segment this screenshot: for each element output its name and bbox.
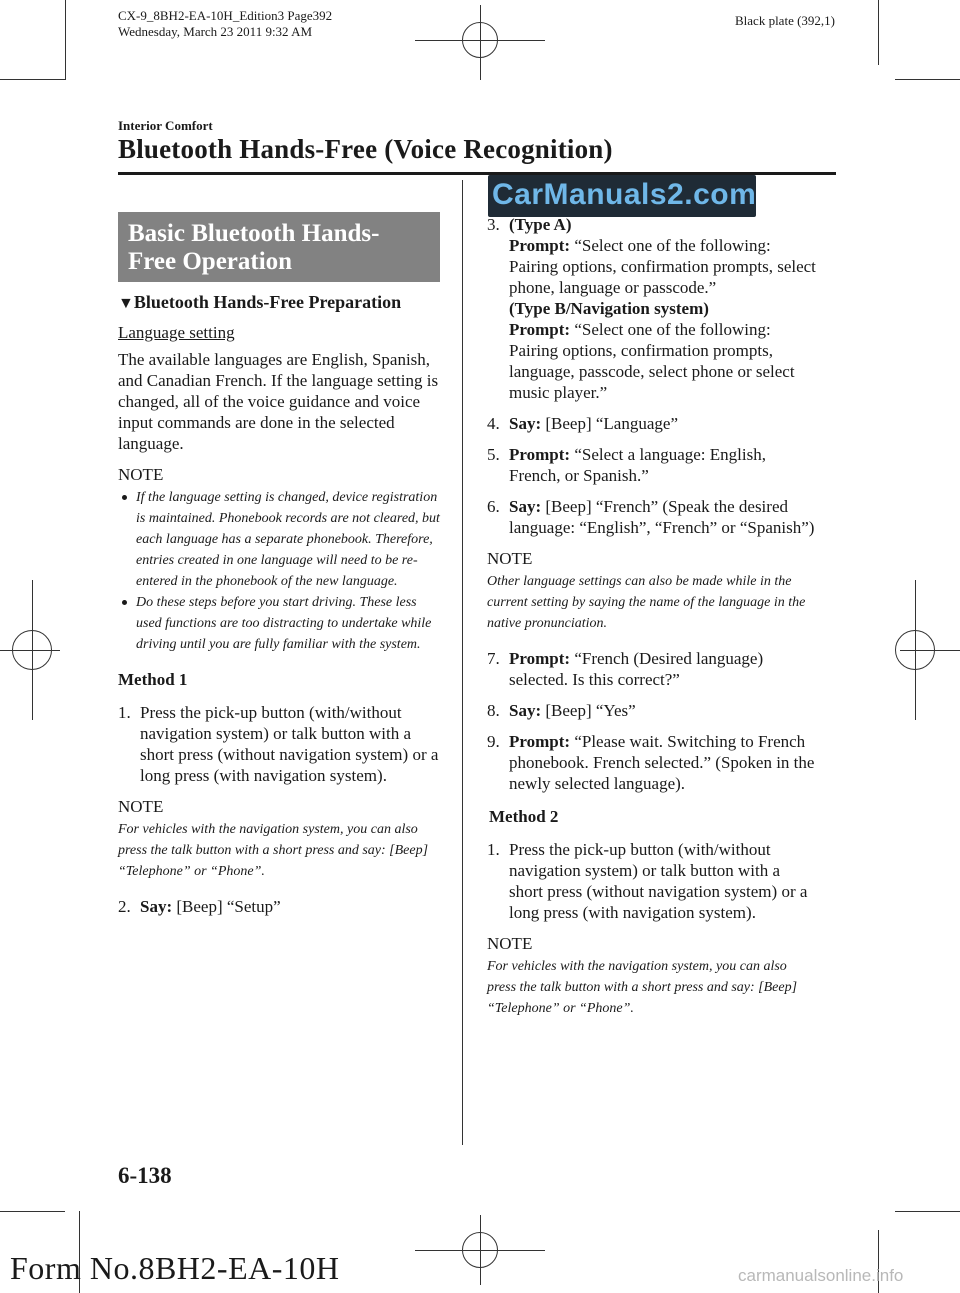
say-label: Say: bbox=[509, 414, 542, 433]
file-name: CX-9_8BH2-EA-10H_Edition3 Page392 bbox=[118, 8, 333, 23]
page-title: Bluetooth Hands-Free (Voice Recognition) bbox=[118, 134, 613, 164]
step-1 bbox=[118, 702, 440, 786]
step-number: 1. bbox=[118, 703, 131, 722]
note-list bbox=[118, 487, 440, 655]
method-2-step-1: 1. Press the pick-up button (with/without navigation system) or talk button with a short press (without navigation system) or a long press (with navigation system). bbox=[487, 840, 808, 922]
say-label: Say: bbox=[509, 701, 542, 720]
step-8: 8. Say: [Beep] “Yes” bbox=[487, 701, 636, 720]
step-2 bbox=[118, 896, 440, 917]
prompt-label: Prompt: bbox=[509, 445, 571, 464]
say-label: Say: bbox=[509, 497, 542, 516]
step-number: 1. bbox=[487, 840, 500, 859]
subhead-text: Bluetooth Hands-Free Preparation bbox=[133, 292, 402, 312]
prompt-label: Prompt: bbox=[509, 649, 571, 668]
step-number: 2. bbox=[118, 897, 131, 916]
step-number: 6. bbox=[487, 497, 500, 516]
intro-paragraph: The available languages are English, Spanish, and Canadian French. If the language setting is changed, all of the voice guidance and voice input commands are done in the selected language. bbox=[118, 350, 439, 453]
language-heading: Language setting bbox=[118, 323, 235, 342]
crosshair-circle-right bbox=[895, 630, 935, 670]
file-date: Wednesday, March 23 2011 9:32 AM bbox=[118, 24, 313, 39]
step-5: 5. Prompt: “Select a language: English, French, or Spanish.” bbox=[487, 445, 766, 485]
crosshair-circle-top bbox=[462, 22, 498, 58]
watermark-box bbox=[488, 175, 756, 217]
section-label: Interior Comfort bbox=[118, 118, 213, 133]
type-b-label: (Type B/Navigation system) bbox=[509, 299, 709, 318]
step-number: 7. bbox=[487, 649, 500, 668]
note-label: NOTE bbox=[487, 549, 533, 568]
step-4: 4. Say: [Beep] “Language” bbox=[487, 414, 678, 433]
column-divider bbox=[462, 180, 463, 1145]
site-watermark: carmanualsonline.info bbox=[738, 1266, 904, 1285]
bullet-icon bbox=[122, 600, 127, 605]
left-column bbox=[118, 292, 440, 927]
prompt-label: Prompt: bbox=[509, 320, 571, 339]
crosshair-circle-left bbox=[12, 630, 52, 670]
banner-line2: Free Operation bbox=[128, 248, 293, 275]
note-item: Do these steps before you start driving. These less used functions are too distracting to undertake while driving until you are fully familiar with the system. bbox=[118, 592, 440, 655]
step-text: Press the pick-up button (with/without navigation system) or talk button with a short press (without navigation system) or a long press (with navigation system). bbox=[140, 703, 439, 785]
note-text: Other language settings can also be made while in the current setting by saying the name of the language in the native pronunciation. bbox=[487, 574, 806, 631]
page-number: 6-138 bbox=[118, 1163, 172, 1188]
step-number: 5. bbox=[487, 445, 500, 464]
note-text: For vehicles with the navigation system, you can also press the talk button with a short press and say: [Beep] “Telephone” or “Phone”. bbox=[118, 822, 429, 879]
step-3 bbox=[487, 214, 817, 403]
watermark-text: CarManuals2.com bbox=[492, 178, 757, 211]
method-2-heading: Method 2 bbox=[489, 807, 559, 826]
step-number: 3. bbox=[487, 215, 500, 234]
prompt-a: Prompt: “Select one of the following: Pairing options, confirmation prompts, select phone, language or passcode.” bbox=[509, 236, 816, 297]
form-number: Form No.8BH2-EA-10H bbox=[10, 1250, 340, 1286]
triangle-marker-icon: ▼ bbox=[118, 295, 134, 312]
plate-label: Black plate (392,1) bbox=[735, 13, 835, 28]
step-6: 6. Say: [Beep] “French” (Speak the desired language: “English”, “French” or “Spanish”) bbox=[487, 497, 815, 537]
note-label: NOTE bbox=[118, 465, 164, 484]
step-number: 9. bbox=[487, 732, 500, 751]
prompt-b: Prompt: “Select one of the following: Pairing options, confirmation prompts, language, passcode, select phone or select music player.” bbox=[509, 320, 795, 402]
note-label: NOTE bbox=[487, 934, 533, 953]
right-column bbox=[487, 214, 817, 1033]
type-a-label: (Type A) bbox=[509, 215, 572, 234]
subhead bbox=[118, 292, 440, 314]
step-9: 9. Prompt: “Please wait. Switching to French phonebook. French selected.” (Spoken in the newly selected language). bbox=[487, 732, 815, 793]
step-number: 8. bbox=[487, 701, 500, 720]
file-info bbox=[118, 8, 332, 40]
bullet-icon bbox=[122, 495, 127, 500]
prompt-label: Prompt: bbox=[509, 236, 571, 255]
note-item: If the language setting is changed, device registration is maintained. Phonebook records are not cleared, but each language has a separate phonebook. Therefore, entries created in one language will need to be re-entered in the phonebook of the new language. bbox=[118, 487, 440, 592]
banner-line1: Basic Bluetooth Hands- bbox=[128, 220, 380, 247]
section-banner bbox=[118, 212, 440, 282]
step-number: 4. bbox=[487, 414, 500, 433]
step-7: 7. Prompt: “French (Desired language) selected. Is this correct?” bbox=[487, 649, 764, 689]
note-text: For vehicles with the navigation system, you can also press the talk button with a short press and say: [Beep] “Telephone” or “Phone”. bbox=[487, 959, 798, 1016]
step-text: [Beep] “Setup” bbox=[172, 897, 281, 916]
prompt-label: Prompt: bbox=[509, 732, 571, 751]
crosshair-circle-bottom bbox=[462, 1232, 498, 1268]
method-1-heading: Method 1 bbox=[118, 670, 188, 689]
say-label: Say: bbox=[140, 897, 173, 916]
note-label: NOTE bbox=[118, 797, 164, 816]
